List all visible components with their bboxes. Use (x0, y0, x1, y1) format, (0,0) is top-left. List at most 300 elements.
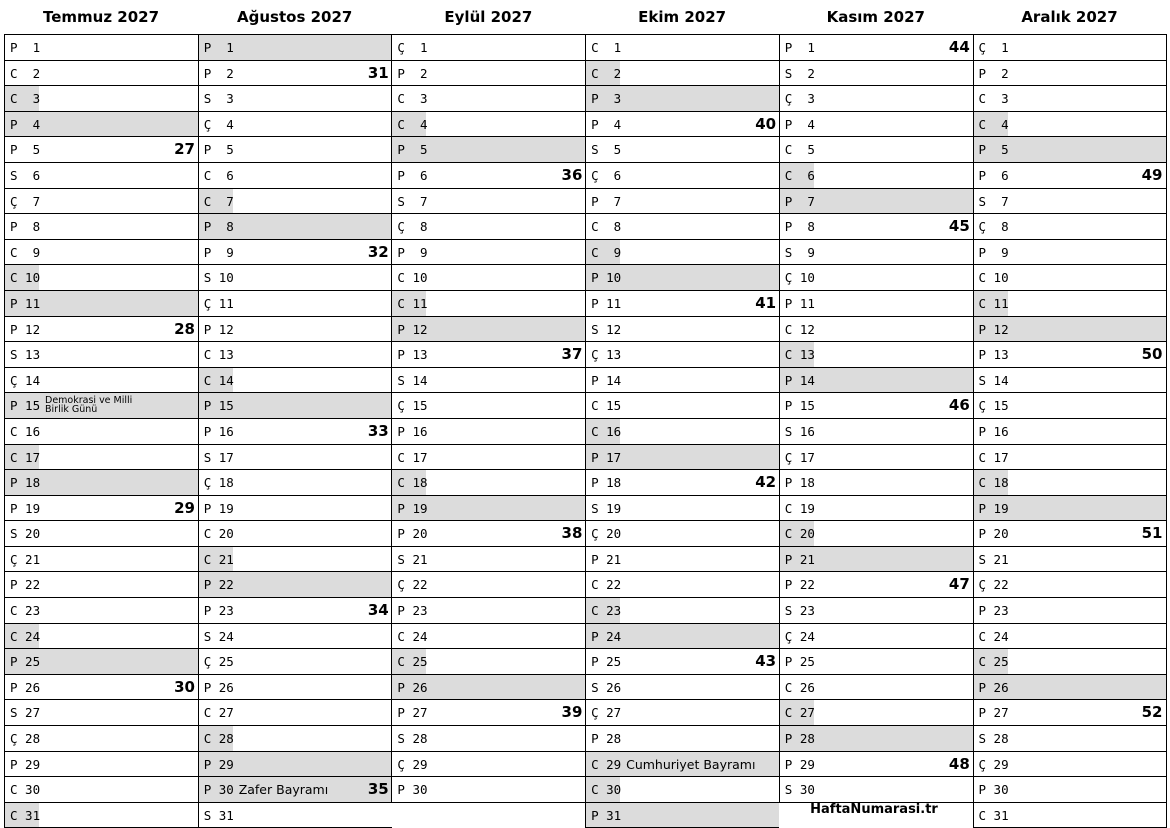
day-row (973, 726, 1167, 752)
day-row (391, 649, 585, 675)
week-number: 47 (948, 575, 970, 594)
day-label: P 11 (591, 295, 622, 311)
day-row (391, 214, 585, 240)
day-label: C 3 (978, 91, 1009, 107)
holiday-label: Cumhuriyet Bayramı (626, 756, 756, 772)
day-list (779, 34, 973, 803)
day-label: C 24 (978, 628, 1009, 644)
day-row (391, 419, 585, 445)
day-label: P 9 (978, 244, 1009, 260)
day-label: S 10 (203, 270, 234, 286)
week-number: 35 (367, 780, 389, 799)
day-label: C 6 (784, 167, 815, 183)
day-row (4, 86, 198, 112)
day-row (973, 752, 1167, 778)
day-row (4, 291, 198, 317)
day-label: S 27 (10, 705, 41, 721)
week-number: 43 (755, 652, 777, 671)
week-number: 31 (367, 63, 389, 82)
week-number: 42 (755, 473, 777, 492)
day-label: P 26 (203, 679, 234, 695)
day-row (4, 240, 198, 266)
day-row (779, 675, 973, 701)
day-row (391, 112, 585, 138)
day-label: S 14 (397, 372, 428, 388)
day-row (973, 137, 1167, 163)
week-number: 33 (367, 421, 389, 440)
day-label: S 31 (203, 807, 234, 823)
month-column (779, 0, 973, 803)
day-label: C 10 (397, 270, 428, 286)
day-row (198, 726, 392, 752)
week-number: 29 (174, 498, 195, 517)
day-row (4, 700, 198, 726)
day-row (4, 547, 198, 573)
day-label: C 21 (203, 551, 234, 567)
day-label: P 4 (784, 116, 815, 132)
day-row (585, 649, 779, 675)
day-label: C 13 (784, 347, 815, 363)
day-label: P 5 (10, 142, 41, 158)
day-row (779, 342, 973, 368)
day-row (4, 61, 198, 87)
day-row (585, 368, 779, 394)
day-label: C 11 (978, 295, 1009, 311)
day-label: P 27 (397, 705, 428, 721)
day-label: P 26 (978, 679, 1009, 695)
day-label: P 13 (978, 347, 1009, 363)
day-row (779, 291, 973, 317)
day-row (973, 265, 1167, 291)
month-title: Ekim 2027 (638, 8, 727, 26)
day-row (391, 189, 585, 215)
day-label: C 26 (784, 679, 815, 695)
day-row (4, 572, 198, 598)
day-label: C 10 (10, 270, 41, 286)
day-row (391, 368, 585, 394)
day-row (198, 624, 392, 650)
day-label: Ç 3 (784, 91, 815, 107)
day-row (4, 317, 198, 343)
day-row (391, 61, 585, 87)
day-label: P 4 (591, 116, 622, 132)
day-label: P 21 (784, 551, 815, 567)
holiday-label: Demokrasi ve Milli Birlik Günü (45, 395, 133, 416)
day-row (585, 342, 779, 368)
day-label: C 19 (784, 500, 815, 516)
day-label: P 16 (397, 423, 428, 439)
day-row (4, 265, 198, 291)
day-label: C 30 (591, 782, 622, 798)
day-label: Ç 7 (10, 193, 41, 209)
day-row (585, 521, 779, 547)
day-row (4, 214, 198, 240)
week-number: 45 (948, 217, 970, 236)
day-row (973, 393, 1167, 419)
day-label: P 20 (397, 526, 428, 542)
day-row (391, 777, 585, 803)
day-row (585, 137, 779, 163)
day-row (973, 470, 1167, 496)
day-label: P 28 (591, 731, 622, 747)
day-row (198, 291, 392, 317)
day-row (4, 675, 198, 701)
day-label: S 3 (203, 91, 234, 107)
month-title: Temmuz 2027 (42, 8, 160, 26)
day-label: C 16 (10, 423, 41, 439)
day-label: P 23 (203, 603, 234, 619)
day-label: P 12 (397, 321, 428, 337)
day-row (973, 572, 1167, 598)
day-label: S 14 (978, 372, 1009, 388)
day-row (198, 368, 392, 394)
day-label: S 21 (978, 551, 1009, 567)
day-row (585, 214, 779, 240)
day-row (391, 726, 585, 752)
day-row (779, 265, 973, 291)
day-row (585, 777, 779, 803)
week-number: 28 (174, 319, 195, 338)
day-row (198, 547, 392, 573)
day-label: P 31 (591, 807, 622, 823)
day-row (585, 803, 779, 828)
day-label: Ç 1 (978, 40, 1009, 55)
day-label: P 4 (10, 116, 41, 132)
day-row (391, 470, 585, 496)
day-row (779, 189, 973, 215)
day-label: P 16 (978, 423, 1009, 439)
month-column (391, 0, 585, 803)
day-row (198, 649, 392, 675)
day-label: Ç 11 (203, 295, 234, 311)
day-row (4, 521, 198, 547)
day-label: P 25 (591, 654, 622, 670)
day-row (198, 777, 392, 803)
day-label: P 11 (10, 295, 41, 311)
week-number: 37 (561, 345, 583, 364)
day-label: P 22 (10, 577, 41, 593)
day-row (198, 496, 392, 522)
day-label: Ç 8 (978, 219, 1009, 235)
day-label: P 19 (397, 500, 428, 516)
day-row (973, 700, 1167, 726)
day-row (973, 803, 1167, 828)
week-number: 32 (367, 242, 389, 261)
day-row (198, 419, 392, 445)
day-label: S 19 (591, 500, 622, 516)
day-label: P 22 (784, 577, 815, 593)
day-row (4, 752, 198, 778)
day-row (779, 445, 973, 471)
day-row (973, 675, 1167, 701)
day-label: P 30 (397, 782, 428, 798)
day-row (198, 445, 392, 471)
day-label: Ç 24 (784, 628, 815, 644)
day-row (585, 700, 779, 726)
day-row (585, 393, 779, 419)
day-label: P 7 (591, 193, 622, 209)
day-label: C 14 (203, 372, 234, 388)
day-label: P 7 (784, 193, 815, 209)
day-label: P 5 (203, 142, 234, 158)
day-label: S 21 (397, 551, 428, 567)
day-row (779, 726, 973, 752)
day-row (391, 496, 585, 522)
day-row (4, 726, 198, 752)
day-row (779, 214, 973, 240)
day-row (198, 470, 392, 496)
day-row (585, 726, 779, 752)
day-label: C 9 (591, 244, 622, 260)
week-number: 52 (1141, 703, 1163, 722)
day-label: P 15 (10, 398, 41, 414)
day-row (198, 214, 392, 240)
day-label: C 25 (978, 654, 1009, 670)
day-list (585, 34, 779, 828)
day-row (973, 35, 1167, 61)
day-row (585, 189, 779, 215)
day-label: C 16 (591, 423, 622, 439)
day-row (391, 86, 585, 112)
day-row (585, 572, 779, 598)
day-row (779, 317, 973, 343)
day-label: P 1 (203, 40, 234, 55)
day-label: P 10 (591, 270, 622, 286)
day-row (779, 470, 973, 496)
day-label: C 18 (978, 475, 1009, 491)
day-label: P 1 (784, 40, 815, 55)
day-row (973, 368, 1167, 394)
day-row (198, 112, 392, 138)
day-row (779, 572, 973, 598)
day-row (585, 470, 779, 496)
day-row (198, 572, 392, 598)
day-label: S 5 (591, 142, 622, 158)
day-row (973, 214, 1167, 240)
day-row (391, 700, 585, 726)
day-row (391, 598, 585, 624)
week-number: 51 (1141, 524, 1163, 543)
day-row (198, 521, 392, 547)
day-label: P 6 (978, 167, 1009, 183)
day-label: P 9 (203, 244, 234, 260)
day-row (973, 112, 1167, 138)
day-row (391, 752, 585, 778)
day-row (973, 291, 1167, 317)
week-number: 49 (1141, 165, 1163, 184)
day-label: C 24 (397, 628, 428, 644)
day-row (585, 291, 779, 317)
day-label: P 30 (203, 782, 234, 798)
day-label: P 2 (978, 65, 1009, 81)
day-row (585, 624, 779, 650)
day-label: P 30 (978, 782, 1009, 798)
day-row (973, 342, 1167, 368)
day-list (4, 34, 198, 828)
day-row (4, 189, 198, 215)
day-label: Ç 10 (784, 270, 815, 286)
week-number: 40 (755, 114, 777, 133)
day-row (973, 240, 1167, 266)
day-row (4, 624, 198, 650)
day-label: C 2 (10, 65, 41, 81)
day-row (391, 547, 585, 573)
month-title: Eylül 2027 (444, 8, 533, 26)
day-label: Ç 28 (10, 731, 41, 747)
day-row (391, 35, 585, 61)
day-row (585, 112, 779, 138)
day-row (198, 163, 392, 189)
day-label: P 5 (978, 142, 1009, 158)
day-label: C 24 (10, 628, 41, 644)
day-label: Ç 1 (397, 40, 428, 55)
day-label: Ç 29 (978, 756, 1009, 772)
day-row (779, 240, 973, 266)
day-row (4, 163, 198, 189)
day-label: P 23 (978, 603, 1009, 619)
day-label: C 23 (591, 603, 622, 619)
day-label: C 11 (397, 295, 428, 311)
day-row (198, 598, 392, 624)
day-label: Ç 8 (397, 219, 428, 235)
day-label: C 1 (591, 40, 622, 55)
day-label: C 3 (10, 91, 41, 107)
day-row (585, 35, 779, 61)
day-label: P 18 (10, 475, 41, 491)
week-number: 34 (367, 601, 389, 620)
day-row (198, 137, 392, 163)
day-label: Ç 13 (591, 347, 622, 363)
day-row (391, 137, 585, 163)
day-row (779, 521, 973, 547)
day-label: S 2 (784, 65, 815, 81)
day-label: Ç 20 (591, 526, 622, 542)
day-label: P 3 (591, 91, 622, 107)
calendar-grid (4, 0, 1166, 827)
day-row (973, 317, 1167, 343)
month-column (585, 0, 779, 828)
day-label: S 7 (397, 193, 428, 209)
day-label: C 17 (10, 449, 41, 465)
day-label: S 17 (203, 449, 234, 465)
day-row (198, 86, 392, 112)
day-label: C 27 (203, 705, 234, 721)
day-label: S 30 (784, 782, 815, 798)
day-label: Ç 6 (591, 167, 622, 183)
day-row (4, 137, 198, 163)
day-row (391, 445, 585, 471)
day-label: S 12 (591, 321, 622, 337)
day-row (585, 86, 779, 112)
day-label: P 28 (784, 731, 815, 747)
day-label: P 23 (397, 603, 428, 619)
day-label: P 15 (203, 398, 234, 414)
day-label: Ç 29 (397, 756, 428, 772)
day-row (4, 419, 198, 445)
month-title: Ağustos 2027 (237, 8, 353, 26)
day-row (973, 547, 1167, 573)
day-row (391, 675, 585, 701)
day-row (4, 112, 198, 138)
day-row (779, 368, 973, 394)
day-label: P 14 (591, 372, 622, 388)
month-column (4, 0, 198, 828)
day-label: S 26 (591, 679, 622, 695)
day-row (585, 496, 779, 522)
day-row (391, 291, 585, 317)
day-label: S 9 (784, 244, 815, 260)
day-row (973, 496, 1167, 522)
day-row (4, 393, 198, 419)
week-number: 50 (1141, 345, 1163, 364)
day-label: C 13 (203, 347, 234, 363)
day-label: C 17 (397, 449, 428, 465)
day-row (973, 624, 1167, 650)
day-label: C 7 (203, 193, 234, 209)
day-row (779, 752, 973, 778)
day-row (391, 521, 585, 547)
day-row (973, 61, 1167, 87)
day-label: Ç 14 (10, 372, 41, 388)
week-number: 36 (561, 165, 583, 184)
day-row (198, 752, 392, 778)
day-row (779, 547, 973, 573)
day-row (973, 445, 1167, 471)
day-label: C 29 (591, 756, 622, 772)
day-list (198, 34, 392, 828)
week-number: 48 (948, 754, 970, 773)
day-label: P 22 (203, 577, 234, 593)
day-label: P 27 (978, 705, 1009, 721)
day-row (391, 342, 585, 368)
day-label: P 1 (10, 40, 41, 55)
week-number: 46 (948, 396, 970, 415)
brand-text[interactable]: HaftaNumarasi.tr (810, 802, 938, 817)
day-label: C 27 (784, 705, 815, 721)
day-label: P 2 (203, 65, 234, 81)
day-label: Ç 18 (203, 475, 234, 491)
day-label: P 29 (10, 756, 41, 772)
day-label: C 4 (397, 116, 428, 132)
day-label: P 8 (784, 219, 815, 235)
day-label: C 18 (397, 475, 428, 491)
day-label: C 10 (978, 270, 1009, 286)
day-label: P 2 (397, 65, 428, 81)
day-label: S 28 (978, 731, 1009, 747)
day-label: C 5 (784, 142, 815, 158)
week-number: 38 (561, 524, 583, 543)
day-row (973, 598, 1167, 624)
day-label: P 21 (591, 551, 622, 567)
day-label: P 24 (591, 628, 622, 644)
day-label: P 12 (203, 321, 234, 337)
week-number: 39 (561, 703, 583, 722)
day-row (779, 700, 973, 726)
day-row (4, 368, 198, 394)
day-row (4, 342, 198, 368)
day-row (779, 419, 973, 445)
day-label: S 13 (10, 347, 41, 363)
day-row (4, 598, 198, 624)
day-label: P 16 (203, 423, 234, 439)
day-label: P 12 (978, 321, 1009, 337)
day-label: C 17 (978, 449, 1009, 465)
day-row (198, 675, 392, 701)
day-label: S 23 (784, 603, 815, 619)
day-label: Ç 21 (10, 551, 41, 567)
day-row (198, 35, 392, 61)
day-row (391, 624, 585, 650)
